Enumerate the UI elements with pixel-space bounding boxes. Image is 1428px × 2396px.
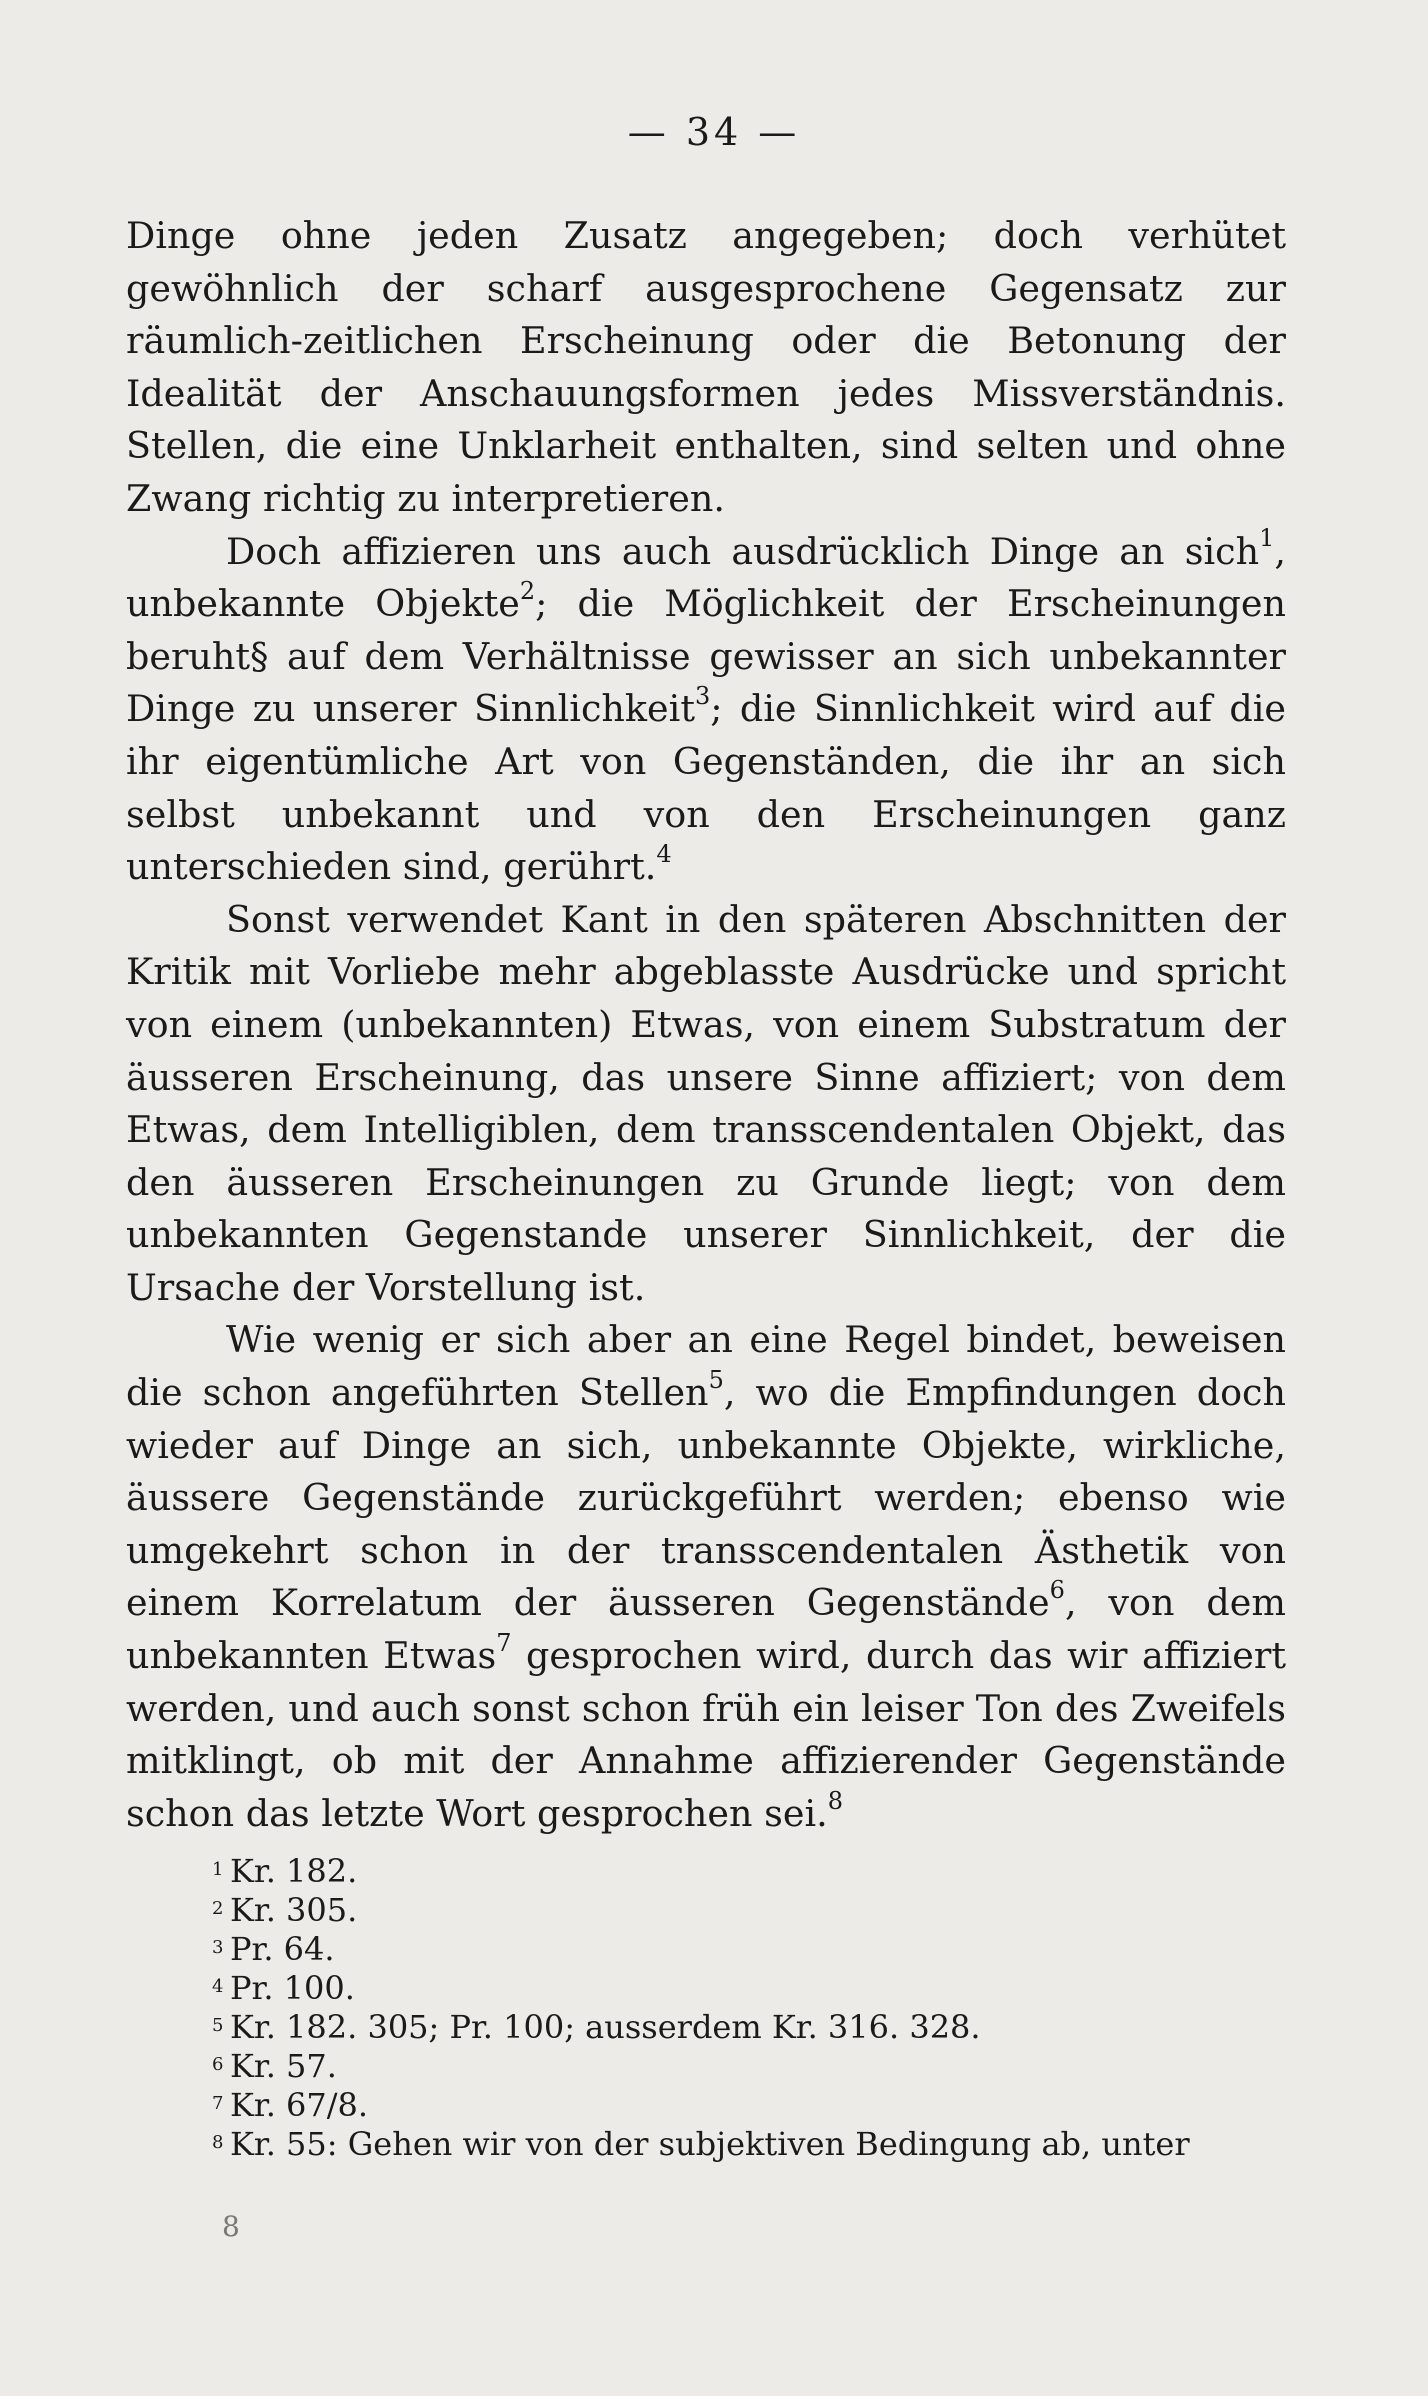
footnote-text: Pr. 100.: [230, 1969, 355, 2007]
paragraph-text: Dinge ohne jeden Zusatz angegeben; doch verhütet gewöhnlich der scharf ausgesprochene Gegensatz zur räumlich-zeitlichen Erscheinung oder die Betonung der Idealität der Anschauungsformen jedes Missverständnis. Stellen, die eine Unklarheit enthalten, sind selten und ohne Zwang richtig zu interpretieren.: [126, 214, 1286, 520]
footnote: [212, 2125, 1290, 2164]
body-text: [126, 210, 1286, 1840]
footnote: [212, 1969, 1290, 2008]
footnote: [212, 1891, 1290, 1930]
paragraph-1: [126, 210, 1286, 526]
paragraph-text: Doch affizieren uns auch ausdrücklich Dinge an sich$^1$, unbekannte Objekte$^2$; die Möglichkeit der Erscheinungen beruht§ auf dem Verhältnisse gewisser an sich unbekannter Dinge zu unserer Sinnlichkeit$^3$; die Sinnlichkeit wird auf die ihr eigentümliche Art von Gegenständen, die ihr an sich selbst unbekannt und von den Erscheinungen ganz unterschieden sind, gerührt.$^4$: [126, 524, 1286, 889]
paragraph-2: [126, 526, 1286, 894]
footnote-text: Kr. 182. 305; Pr. 100; ausserdem Kr. 316. 328.: [230, 2008, 981, 2046]
footnote-mark: 1: [212, 1859, 224, 1880]
footnote-text: Kr. 67/8.: [230, 2086, 369, 2124]
footnote-text: Pr. 64.: [230, 1930, 335, 1968]
footnote: [212, 2047, 1290, 2086]
footnote-mark: 8: [212, 2132, 224, 2153]
paragraph-3: [126, 894, 1286, 1315]
footnote-mark: 7: [212, 2093, 224, 2114]
footnote: [212, 1852, 1290, 1891]
footnote-mark: 2: [212, 1898, 224, 1919]
paragraph-4: [126, 1314, 1286, 1840]
footnote: [212, 2086, 1290, 2125]
page-number: — 34 —: [627, 110, 801, 154]
footnote: [212, 1930, 1290, 1969]
paragraph-text: Wie wenig er sich aber an eine Regel bindet, beweisen die schon angeführten Stellen$^5$, wo die Empfindungen doch wieder auf Dinge an sich, unbekannte Objekte, wirkliche, äussere Gegenstände zurückgeführt werden; ebenso wie umgekehrt schon in der transscendentalen Ästhetik von einem Korrelatum der äusseren Gegenstände$^6$, von dem unbekannten Etwas$^7$ gesprochen wird, durch das wir affiziert werden, und auch sonst schon früh ein leiser Ton des Zweifels mitklingt, ob mit der Annahme affizierender Gegenstände schon das letzte Wort gesprochen sei.$^8$: [126, 1318, 1287, 1835]
footnote-text: Kr. 305.: [230, 1891, 358, 1929]
footnote-text: Kr. 55: Gehen wir von der subjektiven Bedingung ab, unter: [230, 2125, 1190, 2163]
footnote-mark: 4: [212, 1976, 224, 1997]
signature-mark: 8: [222, 2210, 240, 2243]
footnote-mark: 5: [212, 2015, 224, 2036]
footnote: [212, 2008, 1290, 2047]
footnotes: [212, 1852, 1290, 2164]
footnote-mark: 3: [212, 1937, 224, 1958]
footnote-text: Kr. 182.: [230, 1852, 358, 1890]
paragraph-text: Sonst verwendet Kant in den späteren Abschnitten der Kritik mit Vorliebe mehr abgeblasste Ausdrücke und spricht von einem (unbekannten) Etwas, von einem Substratum der äusseren Erscheinung, das unsere Sinne affiziert; von dem Etwas, dem Intelligiblen, dem transscendentalen Objekt, das den äusseren Erscheinungen zu Grunde liegt; von dem unbekannten Gegenstande unserer Sinnlichkeit, der die Ursache der Vorstellung ist.: [126, 897, 1286, 1309]
footnote-text: Kr. 57.: [230, 2047, 337, 2085]
footnote-mark: 6: [212, 2054, 224, 2075]
